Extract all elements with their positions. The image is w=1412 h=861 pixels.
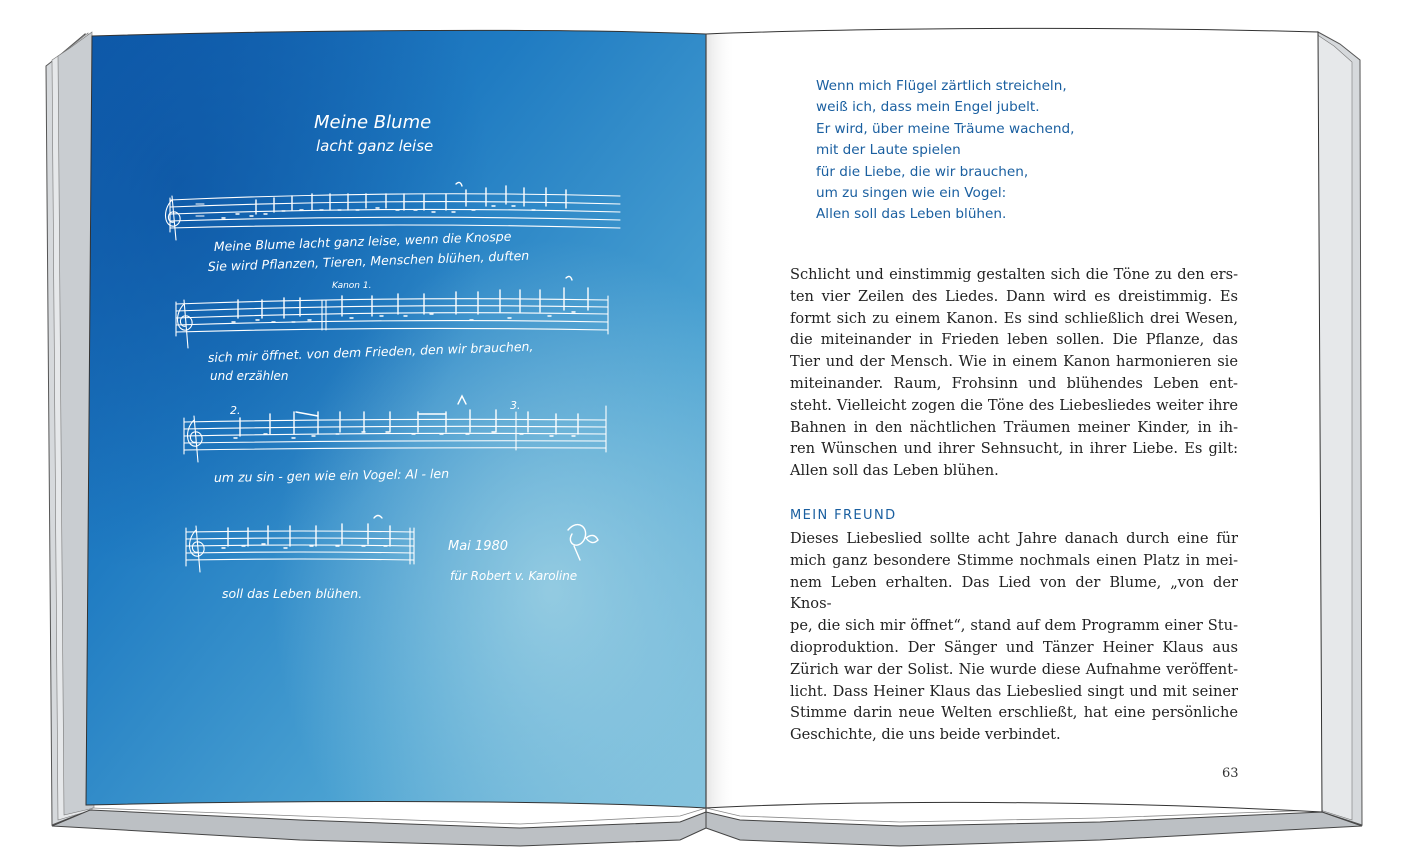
paragraph-2 — [790, 528, 1238, 746]
ending-2: 2. — [230, 404, 241, 417]
text-line: Zürich war der Solist. Nie wurde diese Aufnahme veröffent- — [790, 660, 1238, 678]
poem-line: Er wird, über meine Träume wachend, — [816, 120, 1075, 137]
text-line: Schlicht und einstimmig gestalten sich die Töne zu den ers- — [790, 266, 1238, 283]
section-heading: MEIN FREUND — [790, 508, 897, 523]
lyrics-line-3: sich mir öffnet. von dem Frieden, den wir brauchen, — [207, 338, 534, 365]
lyrics-line-2: Sie wird Pflanzen, Tieren, Menschen blühen, duften — [207, 247, 530, 274]
text-line: Tier und der Mensch. Wie in einem Kanon harmonieren sie — [790, 353, 1238, 371]
poem-line: um zu singen wie ein Vogel: — [816, 185, 1007, 202]
text-line: ren Wünschen und ihrer Sehnsucht, in ihrer Liebe. Es gilt: — [790, 440, 1238, 458]
text-line: nem Leben erhalten. Das Lied von der Blume, „von der Knos- — [790, 573, 1238, 613]
score-title-line1: Meine Blume — [314, 112, 432, 133]
text-line: ten vier Zeilen des Liedes. Dann wird es dreistimmig. Es — [790, 287, 1238, 305]
text-line: Stimme darin neue Welten erschließt, hat eine persönliche — [790, 704, 1238, 722]
text-line: die miteinander in Frieden leben sollen. Die Pflanze, das — [790, 331, 1238, 349]
text-line: steht. Vielleicht zogen die Töne des Liebesliedes weiter ihre — [790, 396, 1238, 414]
text-line: dioproduktion. Der Sänger und Tänzer Heiner Klaus aus — [790, 638, 1238, 656]
poem-line: mit der Laute spielen — [816, 142, 961, 159]
date-inscription: Mai 1980 — [448, 539, 509, 554]
text-line: Geschichte, die uns beide verbindet. — [790, 726, 1061, 744]
text-line: pe, die sich mir öffnet“, stand auf dem Programm einer Stu- — [790, 617, 1238, 635]
poem — [816, 76, 1236, 226]
lyrics-line-4: und erzählen — [210, 369, 289, 383]
text-line: Allen soll das Leben blühen. — [790, 462, 999, 480]
ending-3: 3. — [510, 399, 521, 412]
text-line: miteinander. Raum, Frohsinn und blühendes Leben ent- — [790, 374, 1238, 392]
poem-line: Wenn mich Flügel zärtlich streicheln, — [816, 78, 1067, 94]
text-line: licht. Dass Heiner Klaus das Liebeslied singt und mit seiner — [790, 682, 1238, 700]
poem-line: Allen soll das Leben blühen. — [816, 206, 1007, 223]
score-title-line2: lacht ganz leise — [316, 137, 434, 155]
dedication-inscription: für Robert v. Karoline — [450, 569, 578, 583]
paragraph-1 — [790, 264, 1238, 482]
text-line: mich ganz besondere Stimme nochmals einen Platz in mei- — [790, 551, 1238, 569]
text-line: formt sich zu einem Kanon. Es sind schließlich drei Wesen, — [790, 309, 1238, 327]
page-number: 63 — [1222, 766, 1239, 781]
poem-line: für die Liebe, die wir brauchen, — [816, 163, 1029, 180]
poem-line: weiß ich, dass mein Engel jubelt. — [816, 99, 1040, 116]
text-line: Bahnen in den nächtlichen Träumen meiner Kinder, in ih- — [790, 418, 1238, 436]
canon-marker: Kanon 1. — [332, 281, 372, 291]
lyrics-line-1: Meine Blume lacht ganz leise, wenn die Knospe — [213, 228, 512, 254]
text-line: Dieses Liebeslied sollte acht Jahre danach durch eine für — [790, 530, 1238, 547]
lyrics-line-5: um zu sin - gen wie ein Vogel: Al - len — [213, 465, 450, 485]
lyrics-line-6: soll das Leben blühen. — [222, 586, 363, 601]
